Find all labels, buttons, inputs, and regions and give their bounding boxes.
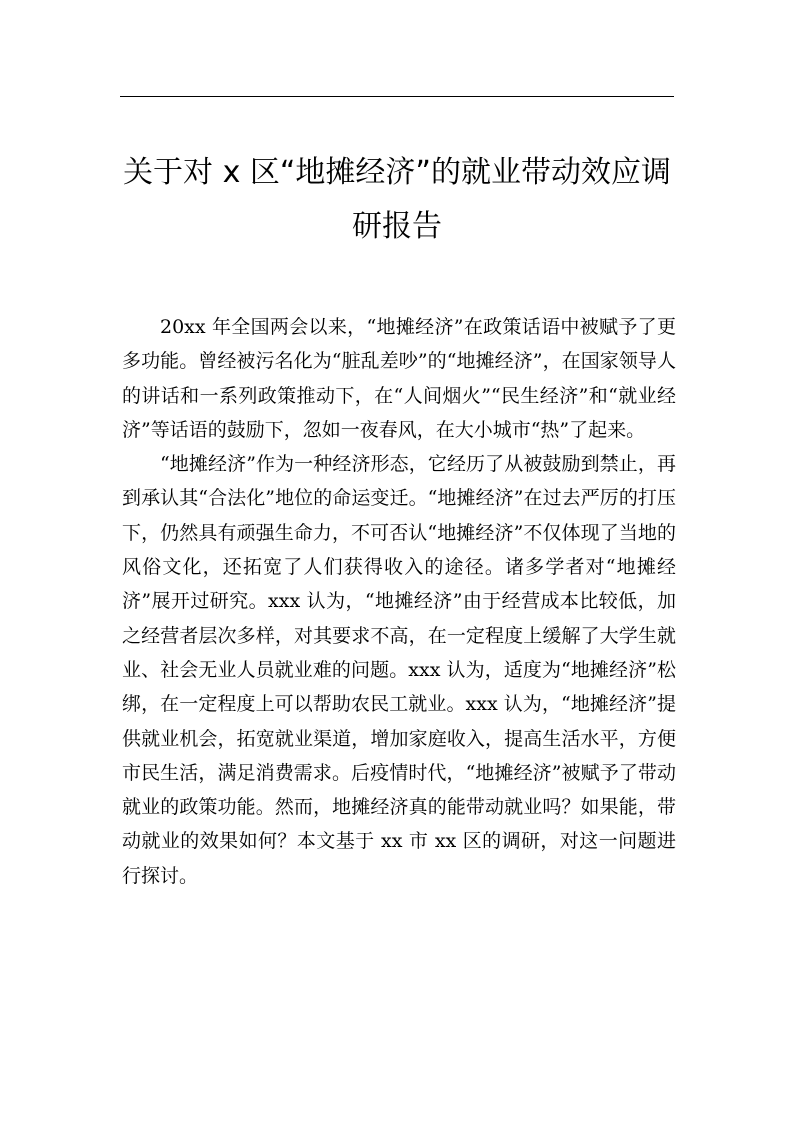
paragraph-2: “地摊经济”作为一种经济形态，它经历了从被鼓励到禁止，再到承认其“合法化”地位的命运变迁。“地摊经济”在过去严厉的打压下，仍然具有顽强生命力，不可否认“地摊经济”不仅体现了当地的风俗文化，还拓宽了人们获得收入的途径。诸多学者对“地摊经济”展开过研究。xxx 认为，“地摊经济”由于经营成本比较低，加之经营者层次多样，对其要求不高，在一定程度上缓解了大学生就业、社会无业人员就业难的问题。xxx 认为，适度为“地摊经济”松绑，在一定程度上可以帮助农民工就业。xxx 认为，“地摊经济”提供就业机会，拓宽就业渠道，增加家庭收入，提高生活水平，方便市民生活，满足消费需求。后疫情时代，“地摊经济”被赋予了带动就业的政策功能。然而，地摊经济真的能带动就业吗？如果能，带动就业的效果如何？本文基于 xx 市 xx 区的调研，对这一问题进行探讨。 [122,453,676,887]
title-line-2: 研报告 [352,209,442,244]
document-title [110,146,684,254]
document-body [122,310,676,893]
header-rule [120,96,674,97]
paragraph-1: 20xx 年全国两会以来，“地摊经济”在政策话语中被赋予了更多功能。曾经被污名化为“脏乱差吵”的“地摊经济”，在国家领导人的讲话和一系列政策推动下，在“人间烟火”“民生经济”和“就业经济”等话语的鼓励下，忽如一夜春风，在大小城市“热”了起来。 [122,316,676,441]
title-line-1: 关于对 x 区“地摊经济”的就业带动效应调 [123,155,671,190]
